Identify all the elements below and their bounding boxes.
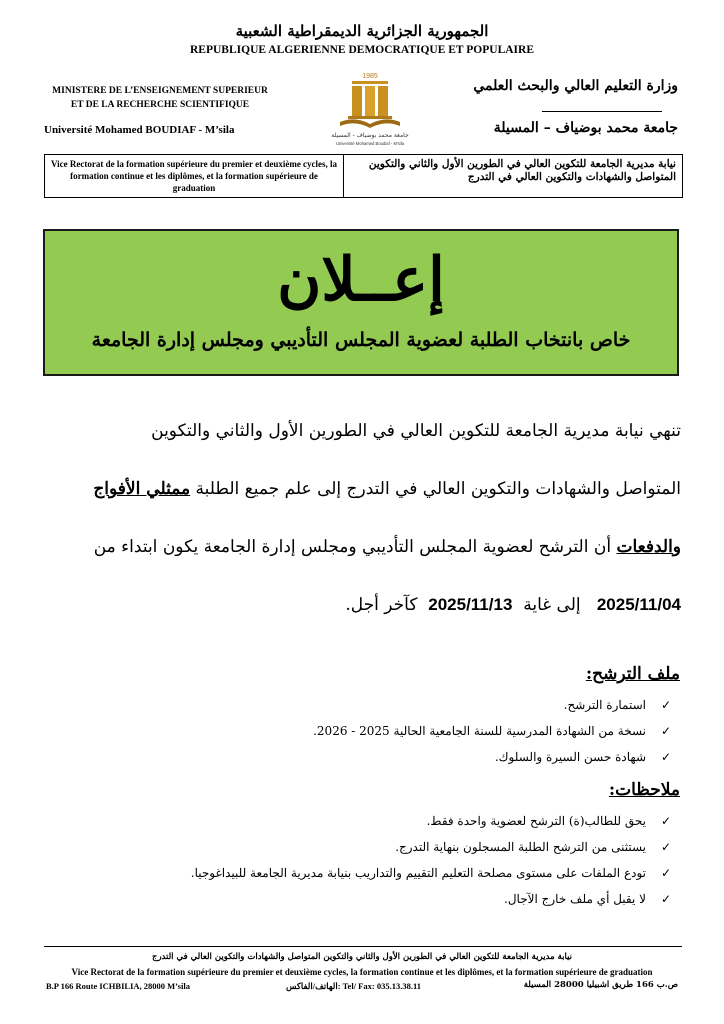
republic-title-fr: REPUBLIQUE ALGERIENNE DEMOCRATIQUE ET POPULAIRE <box>190 44 534 56</box>
check-icon: ✓ <box>660 814 672 828</box>
footer-tel: Tel/ Fax: 035.13.38.11 :الهاتف/الفاكس <box>286 981 421 991</box>
vice-rectorate-fr: Vice Rectorat de la formation supérieure du premier et deuxième cycles, la formation continue et les diplômes, et la formation supérieure de graduation <box>50 159 338 193</box>
ministry-fr-line1: MINISTERE DE L’ENSEIGNEMENT SUPERIEUR <box>52 86 268 96</box>
until-text: إلى غاية <box>523 595 581 615</box>
body-line-2-text: المتواصل والشهادات والتكوين العالي في التدرج إلى علم جميع الطلبة <box>195 479 681 499</box>
check-icon: ✓ <box>660 724 672 738</box>
university-logo <box>330 70 410 148</box>
footer-address-fr: B.P 166 Route ICHBILIA, 28000 M’sila <box>46 981 190 991</box>
notes-title: ملاحظات: <box>608 780 680 800</box>
check-icon: ✓ <box>660 892 672 906</box>
ministry-fr-line2: ET DE LA RECHERCHE SCIENTIFIQUE <box>70 100 250 110</box>
logo-name-ar: جامعة محمد بوضياف - المسيلة <box>331 132 409 139</box>
list-item <box>116 744 676 770</box>
dossier-title: ملف الترشح: <box>585 664 680 684</box>
body-emphasis-cohorts: والدفعات <box>616 537 681 557</box>
announcement-body <box>45 402 681 634</box>
republic-title-ar: الجمهورية الجزائرية الديمقراطية الشعبية <box>235 22 489 40</box>
university-fr: Université Mohamed BOUDIAF - M’sila <box>44 124 235 136</box>
footer-divider <box>44 946 682 947</box>
check-icon: ✓ <box>660 840 672 854</box>
dossier-item-3: شهادة حسن السيرة والسلوك. <box>494 750 646 764</box>
footer-fr: Vice Rectorat de la formation supérieure du premier et deuxième cycles, la formation continue et les diplômes, et la formation supérieure de graduation <box>71 967 653 977</box>
note-item-4: لا يقبل أي ملف خارج الآجال. <box>504 892 646 906</box>
logo-name-fr: Université Mohamed Boudiaf - M'sila <box>335 141 405 146</box>
vice-rectorate-divider <box>343 155 344 197</box>
body-emphasis-representatives: ممثلي الأفواج <box>93 479 191 499</box>
note-item-2: يستثنى من الترشح الطلبة المسجلون بنهاية التدرج. <box>395 840 646 854</box>
body-line-3 <box>45 518 681 576</box>
vice-rectorate-ar: نيابة مديرية الجامعة للتكوين العالي في الطورين الأول والثاني والتكوين المتواصل والشهادات والتكوين العالي في التدرج <box>368 158 676 183</box>
list-item <box>116 860 676 886</box>
ministry-ar-divider <box>542 111 662 112</box>
body-line-3-text: أن الترشح لعضوية المجلس التأديبي ومجلس إدارة الجامعة يكون ابتداء من <box>93 537 612 557</box>
list-item <box>116 692 676 718</box>
ministry-fr <box>40 84 280 112</box>
check-icon: ✓ <box>660 750 672 764</box>
university-ar: جامعة محمد بوضياف – المسيلة <box>493 120 678 136</box>
check-icon: ✓ <box>660 866 672 880</box>
check-icon: ✓ <box>660 698 672 712</box>
list-item <box>116 886 676 912</box>
body-line-1: تنهي نيابة مديرية الجامعة للتكوين العالي في الطورين الأول والثاني والتكوين <box>151 421 681 441</box>
announcement-subtitle: خاص بانتخاب الطلبة لعضوية المجلس التأديبي ومجلس إدارة الجامعة <box>91 329 631 351</box>
body-line-4 <box>45 576 681 634</box>
deadline-text: كآخر أجل. <box>345 595 418 615</box>
announcement-title: إعــلان <box>277 245 445 315</box>
date-end: 2025/11/13 <box>428 595 513 614</box>
note-item-1: يحق للطالب(ة) الترشح لعضوية واحدة فقط. <box>426 814 646 828</box>
ministry-ar: وزارة التعليم العالي والبحث العلمي <box>473 78 678 94</box>
note-item-3: تودع الملفات على مستوى مصلحة التعليم التقييم والتداريب بنيابة مديرية الجامعة للبيداغوجيا. <box>190 866 646 880</box>
body-line-2 <box>45 460 681 518</box>
university-logo-icon <box>330 70 410 148</box>
dossier-list <box>116 692 676 770</box>
dossier-item-2: نسخة من الشهادة المدرسية للسنة الجامعية الحالية 2025 - 2026. <box>313 724 646 738</box>
notes-list <box>116 808 676 912</box>
announcement-banner <box>43 229 679 376</box>
list-item <box>116 834 676 860</box>
list-item <box>116 718 676 744</box>
date-start: 2025/11/04 <box>596 595 681 614</box>
list-item <box>116 808 676 834</box>
logo-year: 1985 <box>362 73 378 80</box>
footer-address-ar: ص.ب 166 طريق اشبيليا 28000 المسيلة <box>523 980 678 990</box>
footer-ar: نيابة مديرية الجامعة للتكوين العالي في الطورين الأول والثاني والتكوين المتواصل والشهادات والتكوين العالي في التدرج <box>151 952 573 962</box>
vice-rectorate-box <box>44 154 683 198</box>
dossier-item-1: استمارة الترشح. <box>563 698 646 712</box>
